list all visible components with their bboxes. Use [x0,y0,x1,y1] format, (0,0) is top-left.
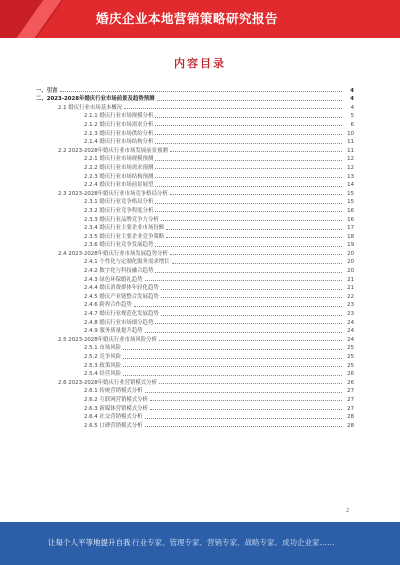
toc-leader-dots [155,271,342,273]
toc-entry-page: 23 [347,311,354,318]
toc-leader-dots [145,425,342,427]
toc-leader-dots [124,107,342,109]
toc-entry[interactable] [36,119,354,128]
toc-entry[interactable] [36,369,354,378]
toc-leader-dots [155,210,342,212]
toc-entry-label: 2.6 2023-2028年婚庆行业营销模式分析 [58,379,157,386]
footer-banner [0,522,400,565]
toc-entry-page: 6 [350,121,354,128]
toc-entry[interactable] [36,257,354,266]
toc-entry-label: 2.1.3 婚庆行业市场供给分析 [84,130,154,137]
toc-entry-label: 2.6.4 社交营销模式分析 [84,414,143,421]
toc-entry[interactable] [36,326,354,335]
toc-leader-dots [155,176,342,178]
toc-entry-label: 2.2.4 婚庆行业市场前景展望 [84,182,154,189]
toc-entry-page: 14 [347,182,354,189]
toc-entry-label: 2.1.2 婚庆行业市场需求分析 [84,121,154,128]
toc-entry-label: 2.6.2 互联网营销模式分析 [84,396,148,403]
toc-entry-page: 12 [347,156,354,163]
toc-leader-dots [155,124,342,126]
toc-entry-page: 5 [350,113,354,120]
toc-entry[interactable] [36,283,354,292]
toc-entry-label: 2.4.7 婚庆行业规范化发展趋势 [84,311,159,318]
toc-entry-label: 2.4.1 个性化与定制化服务需求增长 [84,259,170,266]
toc-entry[interactable] [36,128,354,137]
toc-leader-dots [170,253,342,255]
toc-entry-label: 2.3.6 婚庆行业竞争发展趋势 [84,242,154,249]
toc-entry[interactable] [36,85,354,94]
toc-entry-page: 22 [347,293,354,300]
toc-leader-dots [155,202,342,204]
toc-entry-page: 4 [350,96,354,103]
toc-entry[interactable] [36,171,354,180]
toc-entry-label: 2.3.5 婚庆行业主要企业竞争策略 [84,233,165,240]
toc-entry[interactable] [36,360,354,369]
toc-entry-page: 21 [347,285,354,292]
toc-entry-label: 2.6.5 口碑营销模式分析 [84,422,143,429]
toc-entry-page: 18 [347,233,354,240]
toc-entry-label: 2.1.1 婚庆行业市场规模分析 [84,113,154,120]
toc-leader-dots [123,365,342,367]
toc-entry-page: 24 [347,319,354,326]
report-header [0,0,400,38]
toc-leader-dots [155,322,342,324]
toc-entry-page: 12 [347,164,354,171]
toc-entry-label: 2.4 2023-2028年婚庆行业市场发展趋势分析 [58,250,168,257]
toc-entry-label: 2.2.1 婚庆行业市场规模预测 [84,156,154,163]
toc-entry-page: 20 [347,268,354,275]
toc-entry-page: 15 [347,199,354,206]
toc-entry[interactable] [36,308,354,317]
toc-entry[interactable] [36,334,354,343]
toc-leader-dots [170,193,342,195]
toc-entry-page: 13 [347,173,354,180]
toc-entry-label: 2.2.3 婚庆行业市场结构预测 [84,173,154,180]
toc-entry-page: 25 [347,345,354,352]
toc-entry-page: 20 [347,250,354,257]
toc-entry[interactable] [36,274,354,283]
toc-entry[interactable] [36,197,354,206]
toc-leader-dots [155,167,342,169]
toc-leader-dots [159,339,342,341]
toc-entry[interactable] [36,154,354,163]
toc-leader-dots [123,374,342,376]
toc-entry[interactable] [36,214,354,223]
toc-leader-dots [172,262,342,264]
toc-entry[interactable] [36,248,354,257]
toc-leader-dots [161,296,342,298]
toc-entry[interactable] [36,145,354,154]
toc-leader-dots [155,116,342,118]
toc-leader-dots [150,399,342,401]
toc-entry[interactable] [36,412,354,421]
toc-leader-dots [145,417,342,419]
toc-entry[interactable] [36,180,354,189]
footer-roles-text: 行业专家、管理专家、营销专家、战略专家、成功企业家…… [132,538,335,547]
toc-entry[interactable] [36,377,354,386]
toc-entry-page: 28 [347,414,354,421]
toc-entry-page: 15 [347,190,354,197]
toc-entry-label: 2.1 婚庆行业市场基本概况 [58,104,123,111]
toc-entry[interactable] [36,223,354,232]
toc-entry-page: 24 [347,328,354,335]
toc-entry[interactable] [36,420,354,429]
toc-entry-page: 10 [347,130,354,137]
toc-entry-label: 2.5.2 竞争风险 [84,354,121,360]
toc-entry-label: 2.4.2 数字化与科技融合趋势 [84,268,154,275]
toc-entry-page: 27 [347,396,354,403]
toc-entry-page: 17 [347,225,354,232]
toc-entry-page: 11 [347,147,354,154]
toc-leader-dots [157,99,343,101]
toc-leader-dots [170,150,342,152]
toc-entry[interactable] [36,386,354,395]
toc-entry-page: 26 [347,371,354,378]
toc-leader-dots [123,348,342,350]
toc-heading: 内容目录 [174,57,226,70]
toc-entry[interactable] [36,94,354,103]
toc-entry-label: 2.2 2023-2028年婚庆行业市场发展前景预测 [58,147,168,154]
toc-entry-page: 25 [347,354,354,360]
toc-entry-page: 11 [347,139,354,146]
toc-entry-page: 24 [347,336,354,343]
toc-leader-dots [159,382,342,384]
toc-entry-page: 19 [347,242,354,249]
toc-entry-page: 27 [347,405,354,412]
toc-entry-label: 2.5.4 经营风险 [84,371,121,378]
toc-leader-dots [145,279,342,281]
toc-entry[interactable] [36,291,354,300]
toc-entry-page: 27 [347,388,354,395]
toc-entry[interactable] [36,240,354,249]
toc-entry[interactable] [36,317,354,326]
toc-entry[interactable] [36,111,354,120]
toc-entry[interactable] [36,188,354,197]
toc-entry-page: 21 [347,276,354,283]
toc-entry-page: 4 [350,104,354,111]
toc-leader-dots [150,408,342,410]
toc-entry[interactable] [36,351,354,360]
toc-entry[interactable] [36,205,354,214]
toc-entry-page: 26 [347,379,354,386]
toc-entry-label: 2.3 2023-2028年婚庆行业市场竞争格局分析 [58,190,168,197]
toc-entry[interactable] [36,403,354,412]
toc-entry-page: 28 [347,422,354,429]
toc-leader-dots [155,159,342,161]
toc-entry-page: 23 [347,302,354,309]
toc-entry-label: 2.4.3 绿色环保婚礼趋势 [84,276,143,283]
toc-entry-page: 4 [350,87,354,94]
toc-leader-dots [60,90,342,92]
toc-entry[interactable] [36,162,354,171]
toc-entry-label: 2.4.4 婚庆消费群体年轻化趋势 [84,285,159,292]
toc-entry-label: 2.5.1 市场风险 [84,345,121,352]
toc-leader-dots [166,236,342,238]
toc-entry-label: 2.5 2023-2028年婚庆行业市场风险分析 [58,336,157,343]
toc-entry[interactable] [36,300,354,309]
toc-entry-label: 2.6.1 传统营销模式分析 [84,388,143,395]
toc-entry-label: 2.3.2 婚庆行业竞争程度分析 [84,207,154,214]
toc-entry-label: 2.5.3 政策风险 [84,362,121,369]
toc-entry-label: 2.6.3 新媒体营销模式分析 [84,405,148,412]
toc-leader-dots [161,314,342,316]
report-title: 婚庆企业本地营销策略研究报告 [96,11,279,26]
table-of-contents [36,85,354,429]
toc-entry-page: 25 [347,362,354,369]
toc-leader-dots [155,133,342,135]
toc-leader-dots [134,305,342,307]
toc-entry-label: 2.4.9 服务质量提升趋势 [84,328,143,335]
toc-entry-page: 16 [347,207,354,214]
toc-entry[interactable] [36,343,354,352]
toc-entry-label: 二、2023-2028年婚庆行业市场前景及趋势预测 [36,96,155,103]
toc-leader-dots [145,391,342,393]
toc-entry-label: 2.1.4 婚庆行业市场结构分析 [84,139,154,146]
toc-entry-label: 2.3.1 婚庆行业竞争格局分析 [84,199,154,206]
toc-leader-dots [155,142,342,144]
toc-entry-label: 一、引言 [36,87,58,94]
toc-leader-dots [166,228,342,230]
toc-entry[interactable] [36,265,354,274]
toc-entry[interactable] [36,102,354,111]
toc-entry-label: 2.3.3 婚庆行业品牌竞争力分析 [84,216,159,223]
toc-entry-page: 16 [347,216,354,223]
toc-entry-label: 2.4.6 跨界合作趋势 [84,302,132,309]
toc-leader-dots [155,245,342,247]
toc-entry[interactable] [36,137,354,146]
toc-entry-label: 2.2.2 婚庆行业市场需求预测 [84,164,154,171]
toc-leader-dots [161,288,342,290]
toc-leader-dots [161,219,342,221]
toc-leader-dots [123,357,342,359]
toc-entry-label: 2.4.8 婚庆行业市场细分趋势 [84,319,154,326]
page-number: 2 [346,508,350,514]
toc-entry[interactable] [36,394,354,403]
toc-entry-page: 20 [347,259,354,266]
toc-entry[interactable] [36,231,354,240]
toc-entry-label: 2.3.4 婚庆行业主要企业市场份额 [84,225,165,232]
toc-entry-label: 2.4.5 婚庆产业链整合发展趋势 [84,293,159,300]
toc-leader-dots [155,185,342,187]
toc-leader-dots [145,331,342,333]
footer-promo-text: 让每个人平等地提升自我 [48,538,131,547]
